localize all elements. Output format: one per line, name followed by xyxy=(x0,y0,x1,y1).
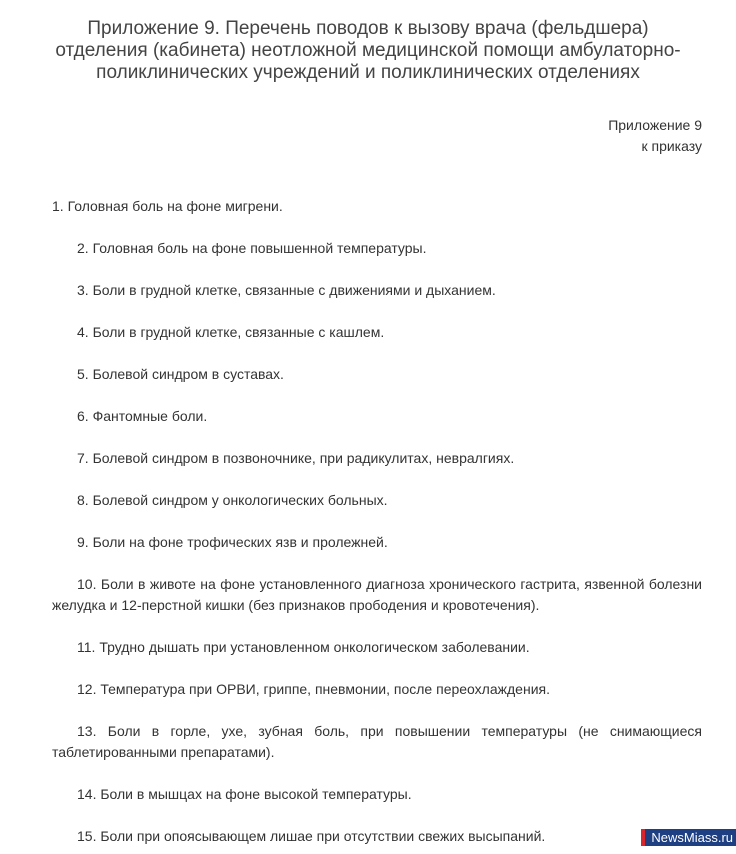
list-item: 11. Трудно дышать при установленном онкологическом заболевании. xyxy=(77,639,530,655)
attachment-line-1: Приложение 9 xyxy=(608,117,702,133)
list-item: 6. Фантомные боли. xyxy=(77,408,208,424)
attachment-line-2: к приказу xyxy=(641,138,702,154)
list-item: 3. Боли в грудной клетке, связанные с движениями и дыханием. xyxy=(77,282,496,298)
list-item: 7. Болевой синдром в позвоночнике, при радикулитах, невралгиях. xyxy=(77,450,515,466)
site-watermark xyxy=(641,829,736,846)
list-item: 12. Температура при ОРВИ, гриппе, пневмонии, после переохлаждения. xyxy=(77,681,550,697)
list-item: 2. Головная боль на фоне повышенной температуры. xyxy=(77,240,427,256)
watermark-text: NewsMiass.ru xyxy=(645,829,736,846)
list-item: 13. Боли в горле, ухе, зубная боль, при повышении температуры (не снимающиеся таблетированными препаратами). xyxy=(52,723,702,760)
list-item: 1. Головная боль на фоне мигрени. xyxy=(52,198,283,214)
attachment-note xyxy=(608,115,702,157)
list-item: 5. Болевой синдром в суставах. xyxy=(77,366,284,382)
list-item: 15. Боли при опоясывающем лишае при отсутствии свежих высыпаний. xyxy=(77,828,546,844)
page-title: Приложение 9. Перечень поводов к вызову врача (фельдшера) отделения (кабинета) неотложной медицинской помощи амбулаторно-поликлинических учреждений и поликлинических отделениях xyxy=(55,18,681,83)
list-item: 10. Боли в животе на фоне установленного диагноза хронического гастрита, язвенной болезни желудка и 12-перстной кишки (без признаков прободения и кровотечения). xyxy=(52,576,702,613)
list-item: 14. Боли в мышцах на фоне высокой температуры. xyxy=(77,786,412,802)
list-item: 4. Боли в грудной клетке, связанные с кашлем. xyxy=(77,324,385,340)
list-item: 8. Болевой синдром у онкологических больных. xyxy=(77,492,388,508)
reasons-list xyxy=(52,196,702,847)
list-item: 9. Боли на фоне трофических язв и пролежней. xyxy=(77,534,388,550)
